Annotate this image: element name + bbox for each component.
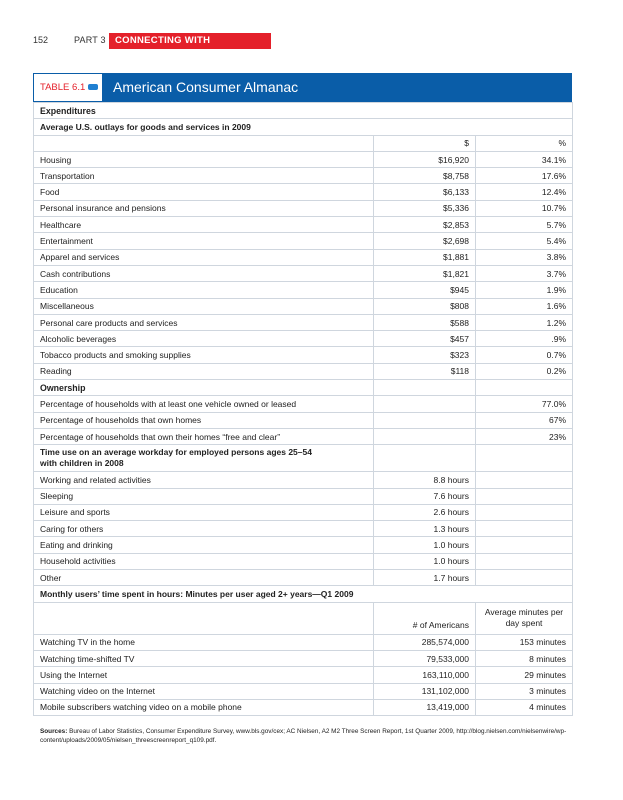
table-row <box>34 634 573 650</box>
empty-cell <box>476 570 573 586</box>
expenditure-label: Education <box>34 282 374 298</box>
empty-cell <box>34 602 374 634</box>
table-row <box>34 298 573 314</box>
time-use-label: Working and related activities <box>34 472 374 488</box>
expenditure-percent: 34.1% <box>476 151 573 167</box>
empty-cell <box>374 445 476 472</box>
expenditure-label: Miscellaneous <box>34 298 374 314</box>
empty-cell <box>374 396 476 412</box>
table-row <box>34 200 573 216</box>
expenditure-percent: 3.8% <box>476 249 573 265</box>
table-row <box>34 650 573 666</box>
expenditure-percent: .9% <box>476 331 573 347</box>
time-use-label: Eating and drinking <box>34 537 374 553</box>
table-row <box>34 331 573 347</box>
empty-cell <box>476 488 573 504</box>
column-header-percent: % <box>476 135 573 151</box>
ownership-value: 77.0% <box>476 396 573 412</box>
expenditure-percent: 0.7% <box>476 347 573 363</box>
expenditure-dollars: $6,133 <box>374 184 476 200</box>
section-subheading-outlays: Average U.S. outlays for goods and services in 2009 <box>34 119 573 135</box>
expenditure-percent: 10.7% <box>476 200 573 216</box>
time-use-value: 1.0 hours <box>374 553 476 569</box>
table-row <box>34 472 573 488</box>
expenditure-percent: 5.7% <box>476 217 573 233</box>
expenditure-dollars: $2,853 <box>374 217 476 233</box>
time-use-value: 8.8 hours <box>374 472 476 488</box>
monthly-label: Watching video on the Internet <box>34 683 374 699</box>
monthly-americans: 13,419,000 <box>374 699 476 715</box>
table-row <box>34 699 573 715</box>
table-row <box>34 347 573 363</box>
table-row <box>34 521 573 537</box>
expenditure-percent: 0.2% <box>476 363 573 379</box>
time-use-value: 1.3 hours <box>374 521 476 537</box>
expenditure-percent: 1.2% <box>476 314 573 330</box>
monthly-label: Using the Internet <box>34 667 374 683</box>
time-use-label: Caring for others <box>34 521 374 537</box>
page-number: 152 <box>33 35 49 45</box>
empty-cell <box>476 521 573 537</box>
expenditure-label: Apparel and services <box>34 249 374 265</box>
table-row <box>34 570 573 586</box>
table-row <box>34 667 573 683</box>
part-title-bar: CONNECTING WITH CUSTOMERS <box>109 33 271 49</box>
expenditure-percent: 5.4% <box>476 233 573 249</box>
part-label: PART 3 <box>74 35 106 45</box>
expenditure-dollars: $457 <box>374 331 476 347</box>
ownership-value: 23% <box>476 428 573 444</box>
monthly-minutes: 153 minutes <box>476 634 573 650</box>
empty-cell <box>476 504 573 520</box>
data-table <box>33 102 573 716</box>
monthly-minutes: 29 minutes <box>476 667 573 683</box>
table-row <box>34 168 573 184</box>
column-header-americans: # of Americans <box>374 602 476 634</box>
expenditure-label: Alcoholic beverages <box>34 331 374 347</box>
expenditure-label: Entertainment <box>34 233 374 249</box>
time-use-label: Sleeping <box>34 488 374 504</box>
ownership-label: Percentage of households that own their homes “free and clear” <box>34 428 374 444</box>
table-row <box>34 445 573 472</box>
ownership-label: Percentage of households with at least one vehicle owned or leased <box>34 396 374 412</box>
sources-text: Bureau of Labor Statistics, Consumer Expenditure Survey, www.bls.gov/cex; AC Nielsen, A2 M2 Three Screen Report, 1st Quarter 2009, http://blog.nielsen.com/nielsenwire/wp-content/uploads/2009/05/nielsen_threescreenreport_q109.pdf. <box>40 728 567 744</box>
table-row <box>34 537 573 553</box>
expenditure-label: Food <box>34 184 374 200</box>
expenditure-label: Cash contributions <box>34 265 374 281</box>
expenditure-dollars: $588 <box>374 314 476 330</box>
table-row <box>34 184 573 200</box>
table-row <box>34 602 573 634</box>
expenditure-dollars: $1,881 <box>374 249 476 265</box>
time-use-value: 2.6 hours <box>374 504 476 520</box>
time-use-label: Leisure and sports <box>34 504 374 520</box>
monthly-americans: 285,574,000 <box>374 634 476 650</box>
page-header <box>0 33 623 62</box>
table-row <box>34 217 573 233</box>
table-row <box>34 282 573 298</box>
empty-cell <box>374 380 476 396</box>
monthly-minutes: 3 minutes <box>476 683 573 699</box>
empty-cell <box>476 553 573 569</box>
empty-cell <box>476 380 573 396</box>
expenditure-dollars: $323 <box>374 347 476 363</box>
expenditure-dollars: $1,821 <box>374 265 476 281</box>
monthly-label: Mobile subscribers watching video on a mobile phone <box>34 699 374 715</box>
expenditure-dollars: $16,920 <box>374 151 476 167</box>
expenditure-label: Tobacco products and smoking supplies <box>34 347 374 363</box>
table-row <box>34 488 573 504</box>
table-row <box>34 504 573 520</box>
table-label <box>33 73 103 102</box>
ownership-label: Percentage of households that own homes <box>34 412 374 428</box>
section-heading-expenditures: Expenditures <box>34 103 573 119</box>
table-row <box>34 103 573 119</box>
expenditure-label: Transportation <box>34 168 374 184</box>
empty-cell <box>476 537 573 553</box>
sources-label: Sources: <box>40 728 68 735</box>
table-row <box>34 412 573 428</box>
tag-icon <box>88 84 98 90</box>
column-header-minutes: Average minutes per day spent <box>476 602 573 634</box>
empty-cell <box>34 135 374 151</box>
expenditure-dollars: $118 <box>374 363 476 379</box>
time-use-value: 1.0 hours <box>374 537 476 553</box>
monthly-americans: 163,110,000 <box>374 667 476 683</box>
expenditure-dollars: $945 <box>374 282 476 298</box>
monthly-minutes: 8 minutes <box>476 650 573 666</box>
table-row <box>34 119 573 135</box>
expenditure-label: Healthcare <box>34 217 374 233</box>
expenditure-percent: 17.6% <box>476 168 573 184</box>
empty-cell <box>476 445 573 472</box>
time-use-value: 1.7 hours <box>374 570 476 586</box>
expenditure-label: Reading <box>34 363 374 379</box>
table-body <box>34 103 573 716</box>
table-row <box>34 314 573 330</box>
expenditure-percent: 3.7% <box>476 265 573 281</box>
sources-note <box>40 727 580 745</box>
table-row <box>34 683 573 699</box>
monthly-label: Watching time-shifted TV <box>34 650 374 666</box>
expenditure-dollars: $2,698 <box>374 233 476 249</box>
table-row <box>34 265 573 281</box>
ownership-value: 67% <box>476 412 573 428</box>
expenditure-percent: 12.4% <box>476 184 573 200</box>
section-heading-ownership: Ownership <box>34 380 374 396</box>
monthly-minutes: 4 minutes <box>476 699 573 715</box>
expenditure-label: Personal insurance and pensions <box>34 200 374 216</box>
column-header-dollars: $ <box>374 135 476 151</box>
table-row <box>34 553 573 569</box>
monthly-americans: 131,102,000 <box>374 683 476 699</box>
table-row <box>34 380 573 396</box>
table-row <box>34 586 573 602</box>
time-use-label: Other <box>34 570 374 586</box>
expenditure-label: Personal care products and services <box>34 314 374 330</box>
table-row <box>34 233 573 249</box>
table-row <box>34 249 573 265</box>
table-row <box>34 428 573 444</box>
expenditure-dollars: $808 <box>374 298 476 314</box>
table-row <box>34 151 573 167</box>
empty-cell <box>374 428 476 444</box>
time-use-value: 7.6 hours <box>374 488 476 504</box>
table-title-bar <box>33 73 572 102</box>
expenditure-dollars: $8,758 <box>374 168 476 184</box>
expenditure-percent: 1.9% <box>476 282 573 298</box>
expenditure-percent: 1.6% <box>476 298 573 314</box>
section-heading-monthly: Monthly users’ time spent in hours: Minutes per user aged 2+ years—Q1 2009 <box>34 586 573 602</box>
section-heading-time-use: Time use on an average workday for employed persons ages 25–54 with children in 2008 <box>34 445 374 472</box>
table-row <box>34 363 573 379</box>
time-use-label: Household activities <box>34 553 374 569</box>
expenditure-dollars: $5,336 <box>374 200 476 216</box>
table-title: American Consumer Almanac <box>113 79 299 95</box>
monthly-americans: 79,533,000 <box>374 650 476 666</box>
almanac-table <box>33 73 572 716</box>
monthly-label: Watching TV in the home <box>34 634 374 650</box>
table-row <box>34 396 573 412</box>
table-row <box>34 135 573 151</box>
table-label-text: TABLE 6.1 <box>40 82 86 93</box>
expenditure-label: Housing <box>34 151 374 167</box>
empty-cell <box>374 412 476 428</box>
empty-cell <box>476 472 573 488</box>
